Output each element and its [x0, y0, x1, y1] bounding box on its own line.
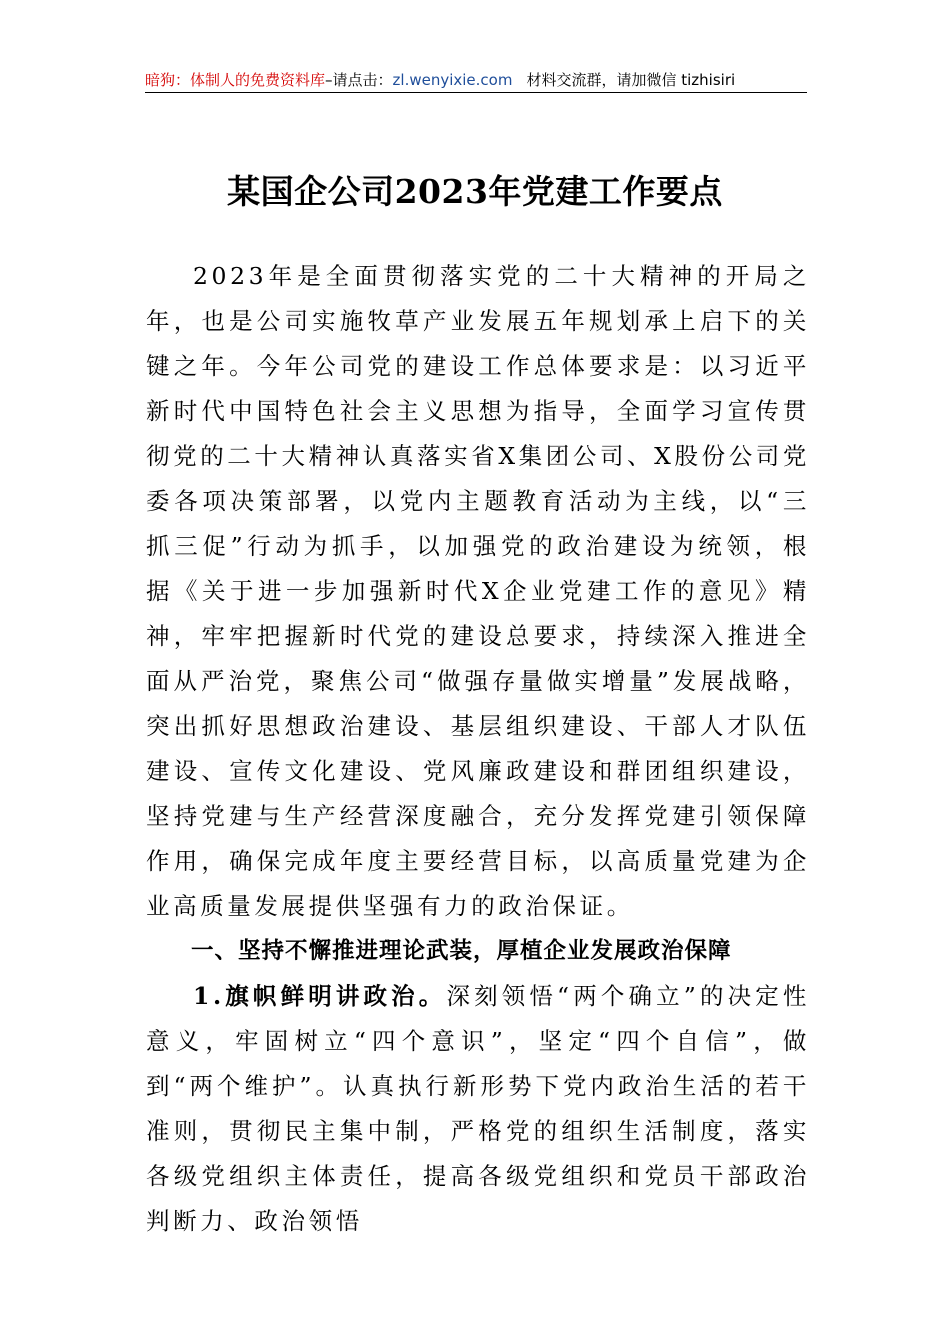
item-paragraph: [146, 974, 810, 1244]
item-lead: 1.旗帜鲜明讲政治。: [193, 982, 447, 1010]
document-body: [146, 254, 810, 1244]
intro-paragraph: 2023年是全面贯彻落实党的二十大精神的开局之年，也是公司实施牧草产业发展五年规划承上启下的关键之年。今年公司党的建设工作总体要求是：以习近平新时代中国特色社会主义思想为指导，全面学习宣传贯彻党的二十大精神认真落实省X集团公司、X股份公司党委各项决策部署，以党内主题教育活动为主线，以“三抓三促”行动为抓手，以加强党的政治建设为统领，根据《关于进一步加强新时代X企业党建工作的意见》精神，牢牢把握新时代党的建设总要求，持续深入推进全面从严治党，聚焦公司“做强存量做实增量”发展战略，突出抓好思想政治建设、基层组织建设、干部人才队伍建设、宣传文化建设、党风廉政建设和群团组织建设，坚持党建与生产经营深度融合，充分发挥党建引领保障作用，确保完成年度主要经营目标，以高质量党建为企业高质量发展提供坚强有力的政治保证。: [146, 262, 810, 920]
document-title: 某国企公司2023年党建工作要点: [227, 172, 723, 211]
click-prompt: –请点击：: [325, 71, 393, 89]
contact-note: 材料交流群，请加微信 tizhisiri: [526, 71, 736, 89]
item-text: 深刻领悟“两个确立”的决定性意义，牢固树立“四个意识”，坚定“四个自信”，做到“两个维护”。认真执行新形势下党内政治生活的若干准则，贯彻民主集中制，严格党的组织生活制度，落实各级党组织主体责任，提高各级党组织和党员干部政治判断力、政治领悟: [146, 982, 810, 1235]
site-label: 暗狗：体制人的免费资料库: [145, 71, 326, 89]
site-url-link[interactable]: zl.wenyixie.com: [392, 71, 513, 89]
section-heading: 一、坚持不懈推进理论武装，厚植企业发展政治保障: [191, 938, 732, 964]
page-header: [145, 70, 807, 93]
